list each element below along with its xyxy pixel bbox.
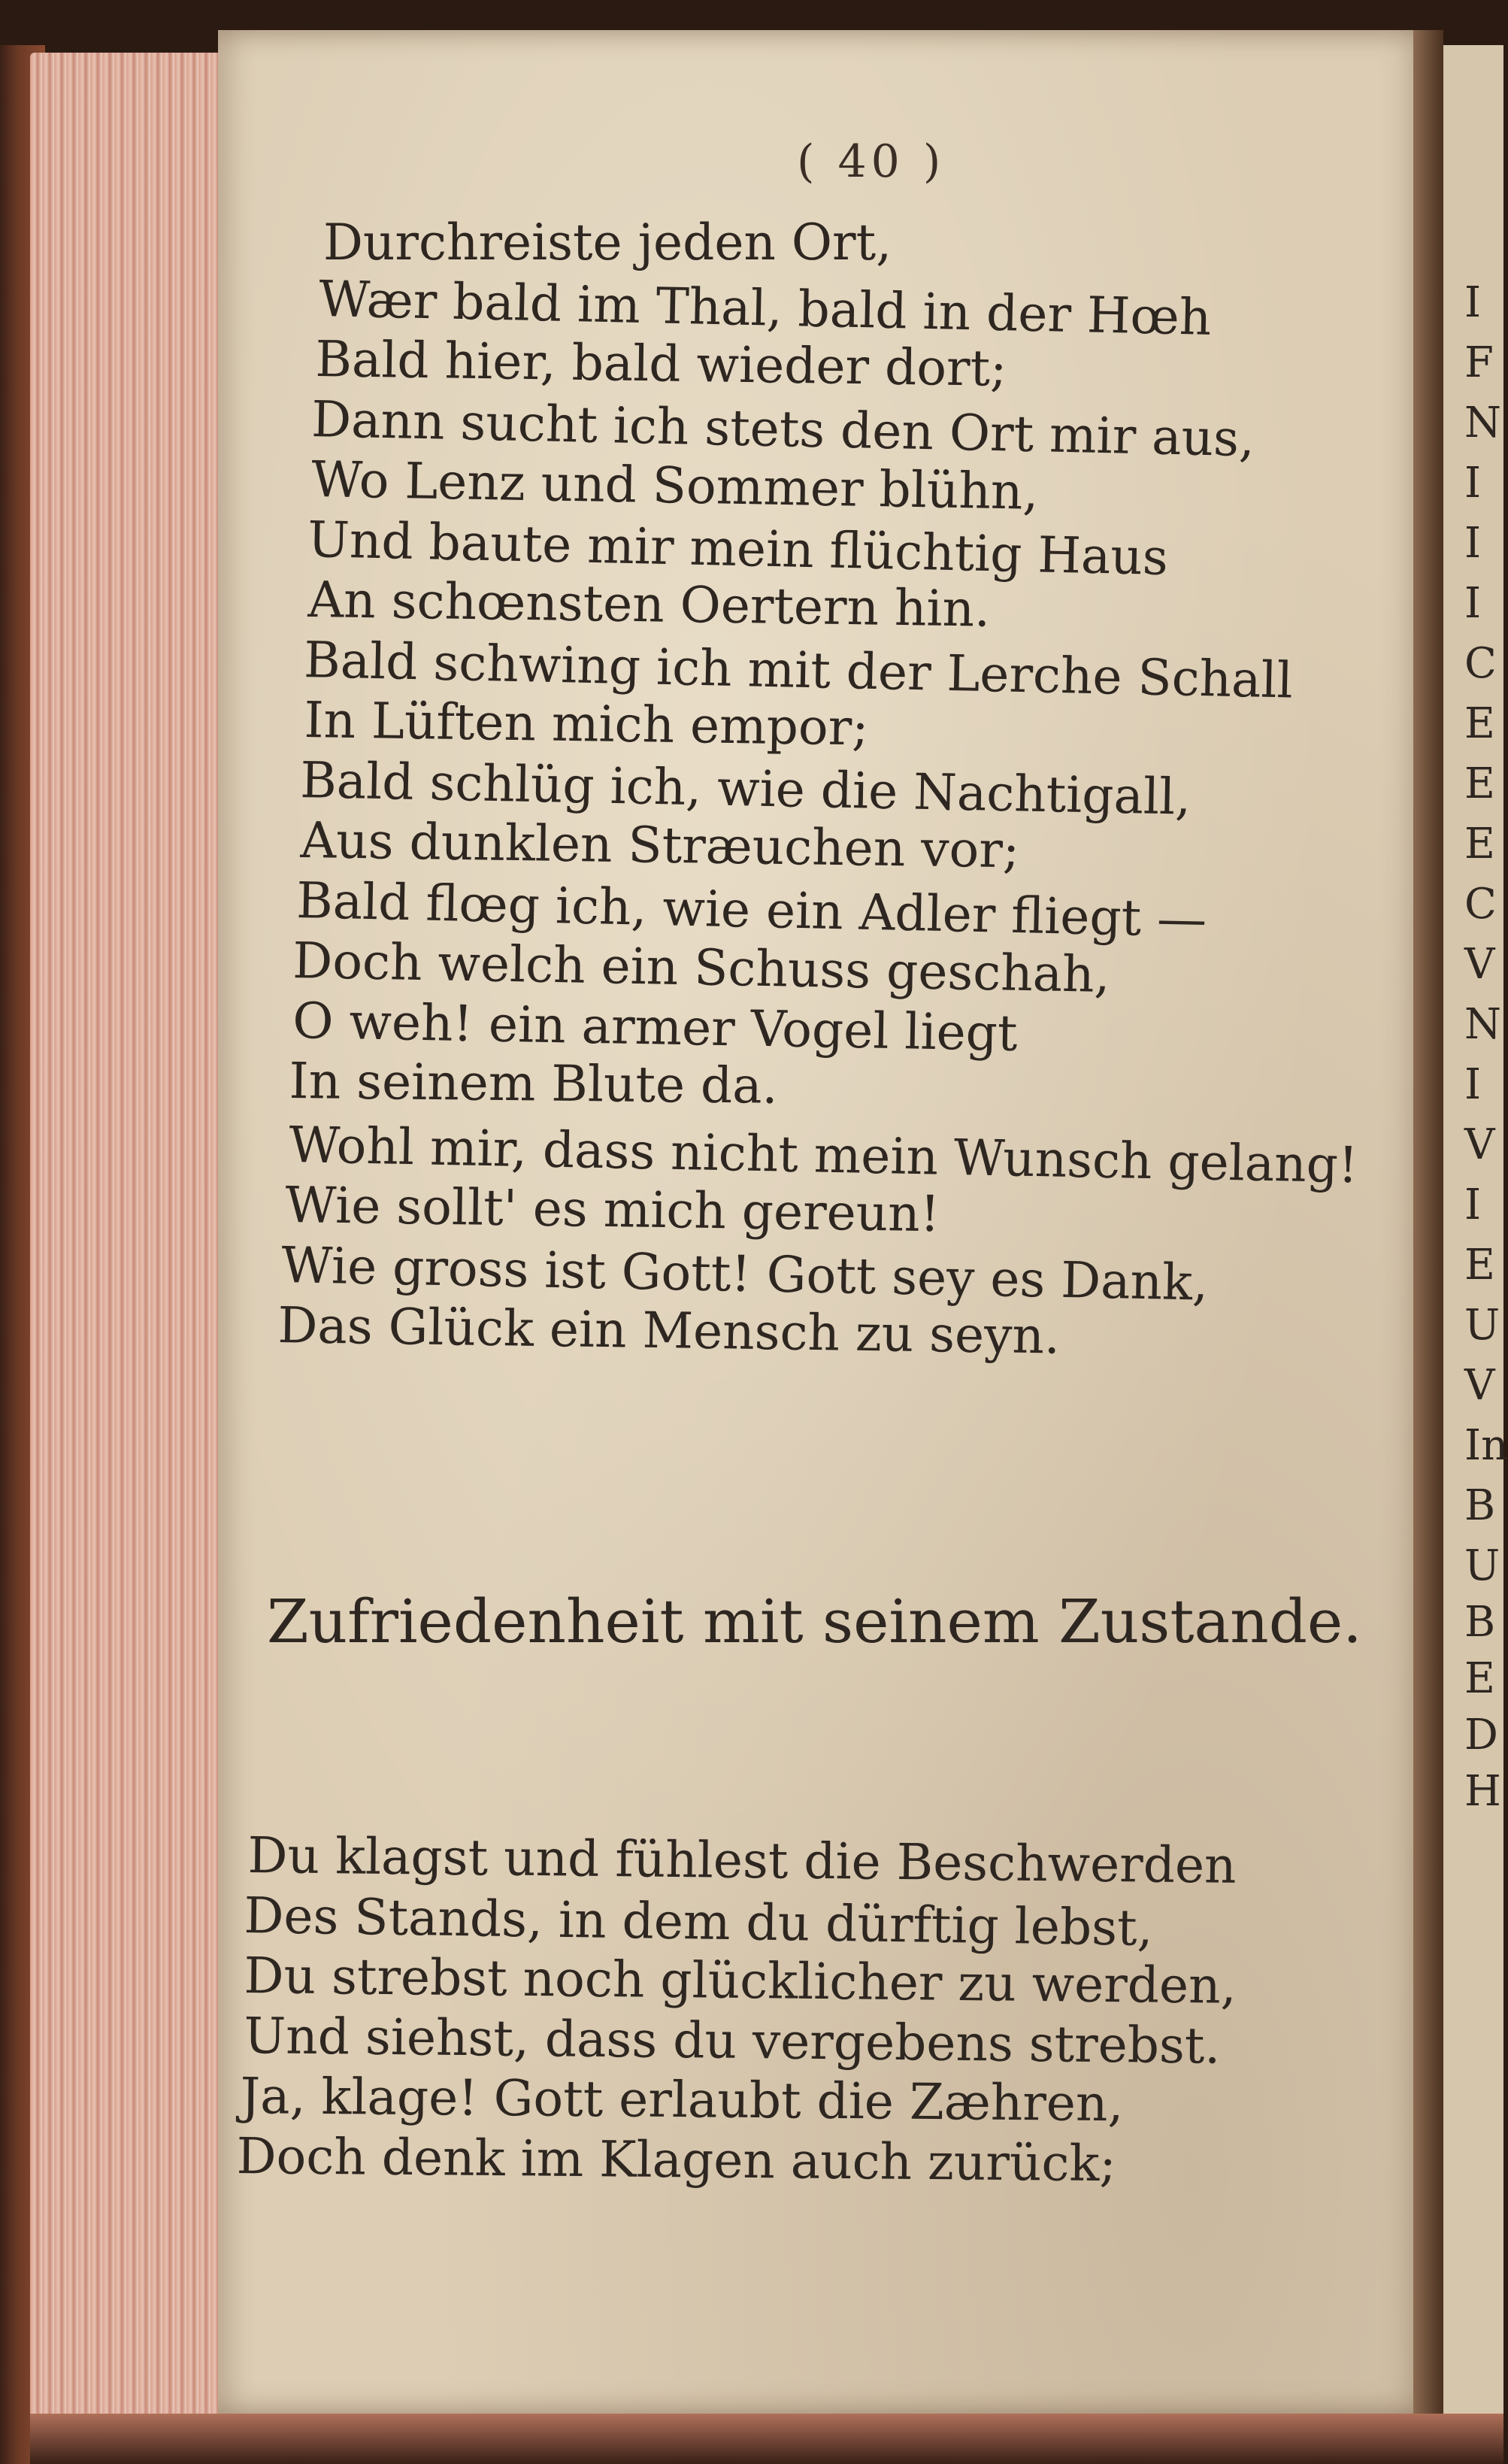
side-letter: V — [1464, 1361, 1495, 1410]
verse-line: Bald hier, bald wieder dort; — [315, 330, 1007, 398]
side-letter: E — [1464, 1241, 1495, 1290]
verse-line: Wohl mir, dass nicht mein Wunsch gelang! — [288, 1116, 1359, 1195]
side-letter: I — [1464, 1060, 1482, 1109]
side-letter: V — [1464, 940, 1495, 989]
verse-line: In Lüften mich empor; — [304, 691, 869, 757]
side-letter: I — [1464, 278, 1482, 327]
side-letter: E — [1464, 759, 1495, 808]
side-letter: I — [1464, 459, 1482, 508]
side-letter: I — [1464, 579, 1482, 628]
side-letter: E — [1464, 699, 1495, 748]
verse-line: An schœnsten Oertern hin. — [307, 571, 991, 638]
side-letter: In — [1464, 1421, 1508, 1470]
verse-line: Du klagst und fühlest die Beschwerden — [247, 1826, 1237, 1895]
verse-line: Bald schlüg ich, wie die Nachtigall, — [299, 751, 1192, 826]
bottom-edge — [30, 2414, 1503, 2464]
page-number: ( 40 ) — [797, 135, 946, 188]
verse-line: Das Glück ein Mensch zu seyn. — [277, 1296, 1061, 1365]
side-letter: U — [1464, 1541, 1500, 1590]
side-letter: C — [1464, 880, 1497, 929]
verse-line: Und baute mir mein flüchtig Haus — [307, 511, 1169, 586]
book-gutter — [1413, 30, 1443, 2414]
side-letter: E — [1464, 1654, 1495, 1703]
verse-line: Und siehst, dass du vergebens strebst. — [244, 2007, 1221, 2075]
verse-line: Bald schwing ich mit der Lerche Schall — [303, 631, 1294, 710]
side-letter: V — [1464, 1120, 1495, 1169]
side-letter: B — [1464, 1481, 1496, 1530]
side-letter: E — [1464, 820, 1495, 868]
verse-line: Doch welch ein Schuss geschah, — [292, 932, 1111, 1004]
verse-line: Wie gross ist Gott! Gott sey es Dank, — [280, 1236, 1209, 1312]
verse-line: Durchreiste jeden Ort, — [323, 214, 892, 271]
side-letter: U — [1464, 1301, 1500, 1350]
verse-line: Du strebst noch glücklicher zu werden, — [244, 1947, 1237, 2015]
side-letter: C — [1464, 639, 1497, 688]
verse-line: Dann sucht ich stets den Ort mir aus, — [310, 390, 1255, 468]
side-letter: D — [1464, 1711, 1498, 1759]
side-letter: B — [1464, 1598, 1496, 1647]
verse-line: O weh! ein armer Vogel liegt — [292, 992, 1019, 1062]
verse-line: Aus dunklen Stræuchen vor; — [300, 811, 1020, 880]
verse-line: Wær bald im Thal, bald in der Hœh — [318, 270, 1213, 347]
side-letter: H — [1464, 1767, 1501, 1816]
side-letter: I — [1464, 519, 1482, 568]
page-edges — [30, 53, 226, 2444]
side-letter: I — [1464, 1180, 1482, 1229]
verse-line: Wie sollt' es mich gereun! — [285, 1176, 940, 1244]
poem-title: Zufriedenheit mit seinem Zustande. — [267, 1587, 1362, 1656]
verse-line: Bald flœg ich, wie ein Adler fliegt — — [295, 871, 1207, 949]
side-letter: F — [1464, 338, 1494, 387]
verse-line: In seinem Blute da. — [289, 1052, 779, 1115]
side-letter: N — [1464, 1000, 1501, 1049]
side-letter: N — [1464, 399, 1501, 447]
verse-line: Des Stands, in dem du dürftig lebst, — [244, 1887, 1154, 1957]
verse-line: Wo Lenz und Sommer blühn, — [310, 450, 1039, 521]
verse-line: Doch denk im Klagen auch zurück; — [236, 2127, 1116, 2193]
verse-line: Ja, klage! Gott erlaubt die Zæhren, — [240, 2067, 1124, 2133]
